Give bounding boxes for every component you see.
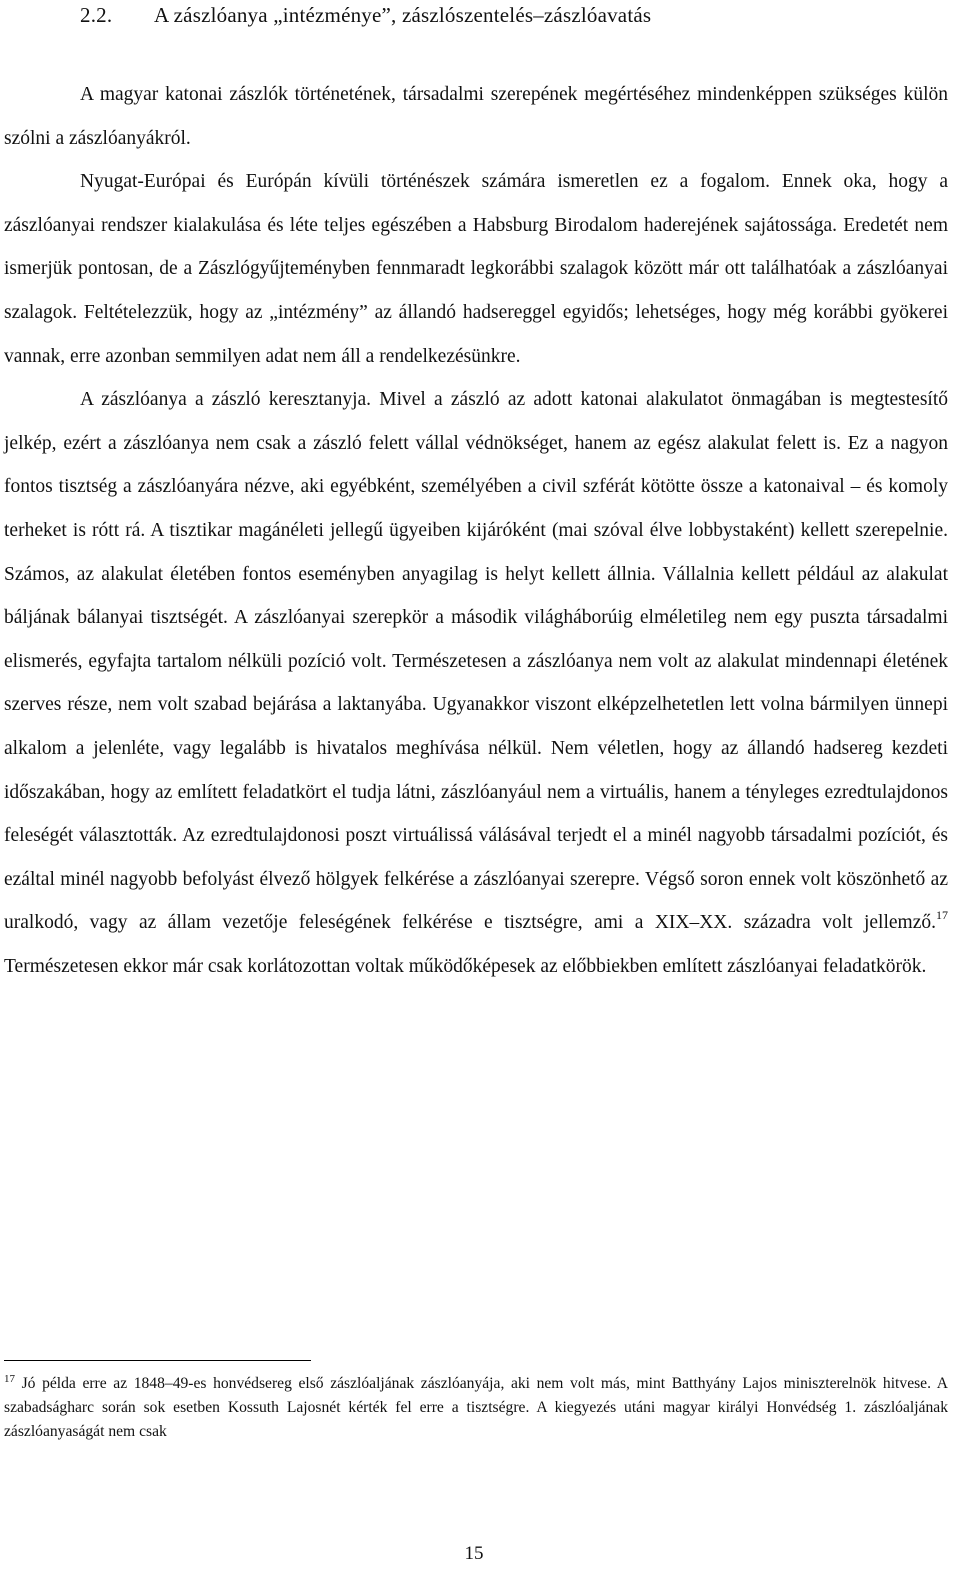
section-heading — [80, 0, 651, 30]
paragraph: Nyugat-Európai és Európán kívüli történészek számára ismeretlen ez a fogalom. Ennek oka, hogy a zászlóanyai rendszer kialakulása és léte teljes egészében a Habsburg Birodalom haderejének sajátossága. Eredetét nem ismerjük pontosan, de a Zászlógyűjteményben fennmaradt legkorábbi szalagok között már ott találhatóak a zászlóanyai szalagok. Feltételezzük, hogy az „intézmény” az állandó hadsereggel egyidős; lehetséges, hogy még korábbi gyökerei vannak, erre azonban semmilyen adat nem áll a rendelkezésünkre. — [4, 171, 948, 367]
paragraph-text-continued: Természetesen ekkor már csak korlátozottan voltak működőképesek az előbbiekben említett zászlóanyai feladatkörök. — [4, 955, 927, 977]
paragraph: A magyar katonai zászlók történetének, társadalmi szerepének megértéséhez mindenképpen szükséges külön szólni a zászlóanyákról. — [4, 84, 948, 149]
footnote-text: Jó példa erre az 1848–49-es honvédsereg első zászlóaljának zászlóanyája, aki nem volt más, mint Batthyány Lajos miniszterelnök hitvese. A szabadságharc során sok esetben Kossuth Lajosnét kérték fel erre a tisztségre. A kiegyezés utáni magyar királyi Honvédség 1. zászlóaljának zászlóanyaságát nem csak — [4, 1375, 948, 1441]
footnote — [4, 1372, 948, 1445]
paragraph-text: A zászlóanya a zászló keresztanyja. Mivel a zászló az adott katonai alakulatot önmagában is megtestesítő jelkép, ezért a zászlóanya nem csak a zászló felett vállal védnökséget, hanem az egész alakulat felett is. Ez a nagyon fontos tisztség a zászlóanyára nézve, aki egyébként, személyében a civil szférát kötötte össze a katonaival – és komoly terheket is rótt rá. A tisztikar magánéleti jellegű ügyeiben kijáróként (mai szóval élve lobbystaként) kellett szerepelnie. Számos, az alakulat életében fontos eseményben anyagilag is helyt kellett állnia. Vállalnia kellett például az alakulat báljának bálanyai tisztségét. A zászlóanyai szerepkör a második világháborúig elméletileg nem egy puszta társadalmi elismerés, egyfajta tartalom nélküli pozíció volt. Természetesen a zászlóanya nem volt az alakulat mindennapi életének szerves része, nem volt szabad bejárása a laktanyába. Ugyanakkor viszont elképzelhetetlen lett volna bármilyen ünnepi alkalom a jelenléte, vagy legalább is hivatalos meghívása nélkül. Nem véletlen, hogy az állandó hadsereg kezdeti időszakában, hogy az említett feladatkört el tudja látni, zászlóanyául nem a virtuális, hanem a tényleges ezredtulajdonos feleségét választották. Az ezredtulajdonosi poszt virtuálissá válásával terjedt el a minél nagyobb társadalmi pozíciót, és ezáltal minél nagyobb befolyást élvező hölgyek felkérése a zászlóanyai szerepre. Végső soron ennek volt köszönhető az uralkodó, vagy az állam vezetője feleségének felkérése e tisztségre, ami a XIX–XX. századra volt jellemző. — [4, 389, 948, 934]
paragraph — [4, 378, 948, 988]
section-number: 2.2. — [80, 3, 113, 27]
footnote-number: 17 — [4, 1373, 15, 1385]
section-title: A zászlóanya „intézménye”, zászlószentelés–zászlóavatás — [154, 3, 652, 27]
body-text — [4, 73, 948, 988]
footnote-reference[interactable]: 17 — [936, 908, 948, 923]
footnote-separator — [4, 1360, 311, 1361]
page-number: 15 — [464, 1543, 484, 1564]
